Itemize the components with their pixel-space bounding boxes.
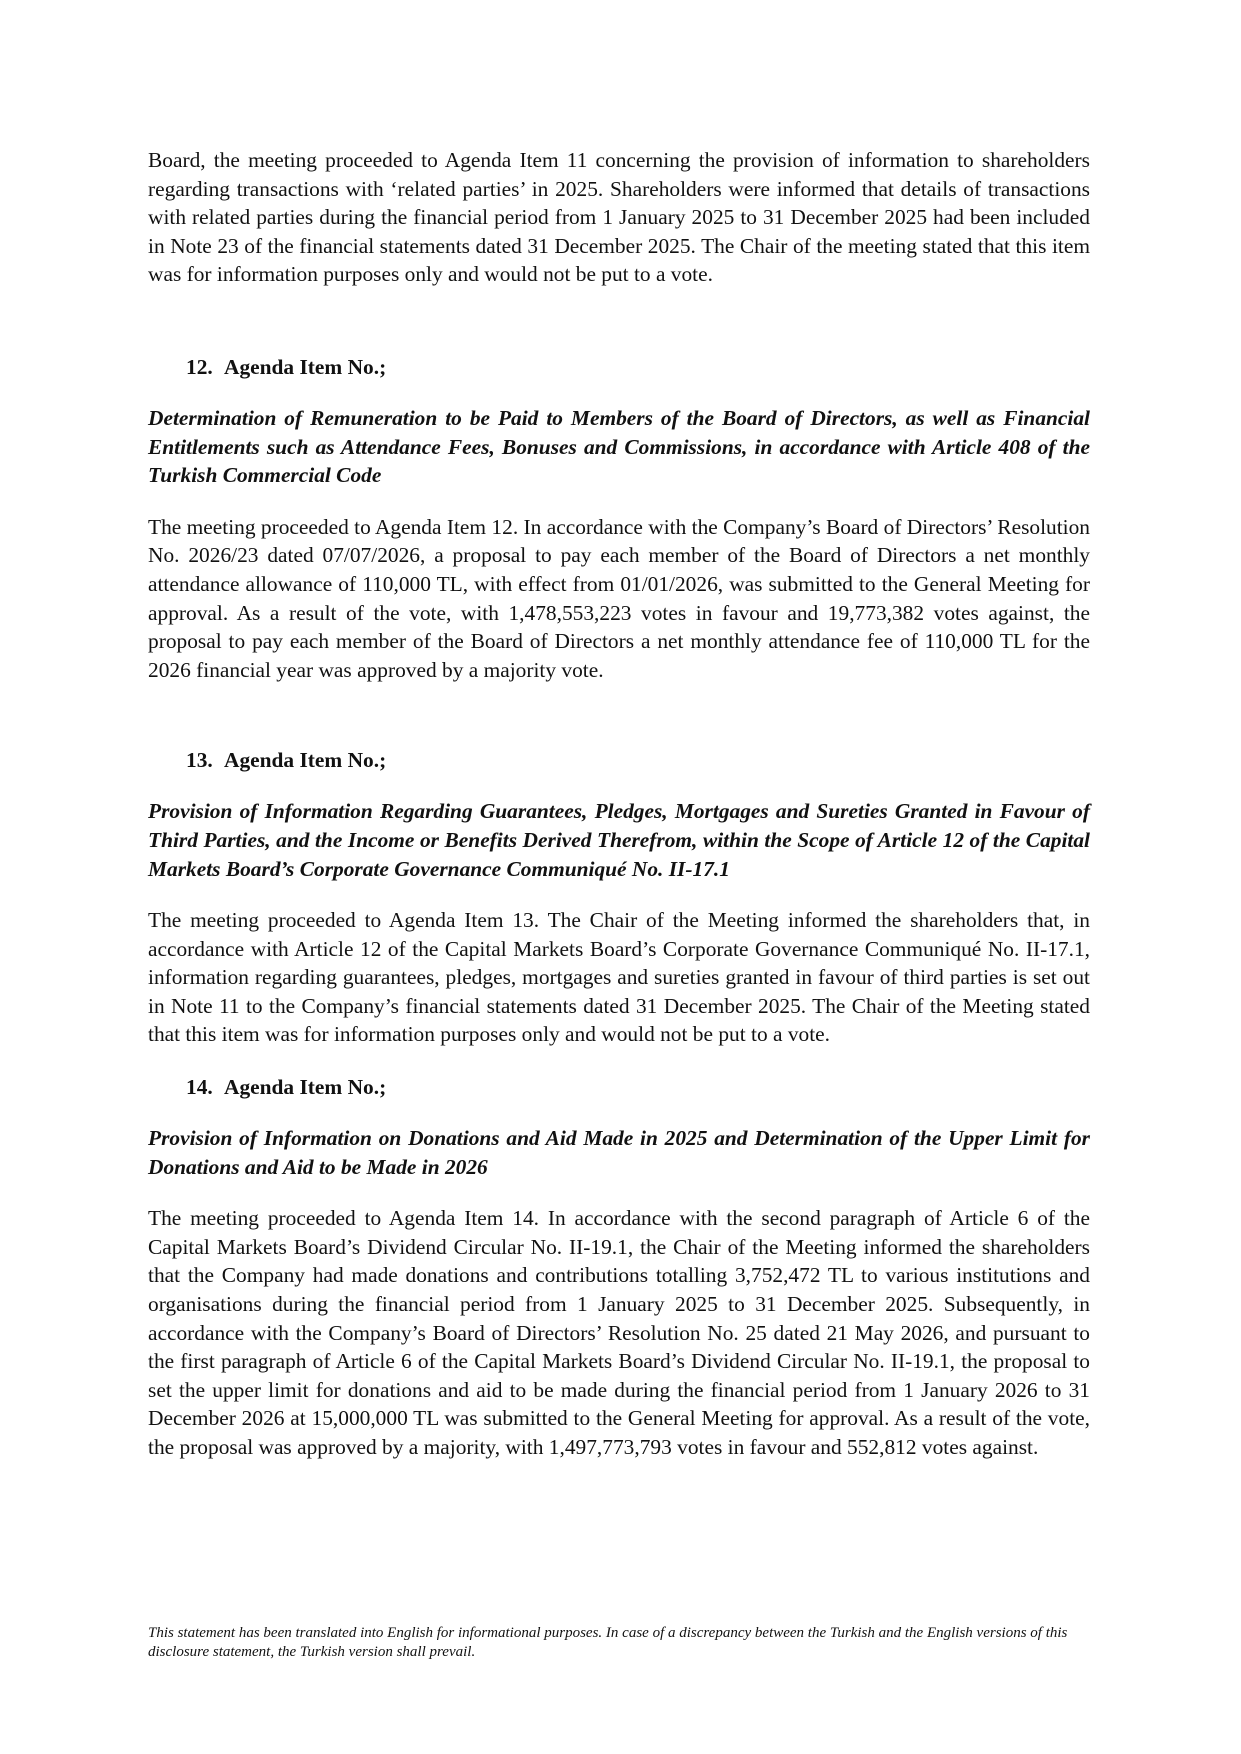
agenda-item-number: 14.: [186, 1075, 213, 1100]
agenda-item-body: The meeting proceeded to Agenda Item 14. In accordance with the second paragraph of Article 6 of the Capital Markets Board’s Dividend Circular No. II-19.1, the Chair of the Meeting informed the shareholders that the Company had made donations and contributions totalling 3,752,472 TL to various institutions and organisations during the financial period from 1 January 2025 to 31 December 2025. Subsequently, in accordance with the Company’s Board of Directors’ Resolution No. 25 dated 21 May 2026, and pursuant to the first paragraph of Article 6 of the Capital Markets Board’s Dividend Circular No. II-19.1, the proposal to set the upper limit for donations and aid to be made during the financial period from 1 January 2026 to 31 December 2026 at 15,000,000 TL was submitted to the General Meeting for approval. As a result of the vote, the proposal was approved by a majority, with 1,497,773,793 votes in favour and 552,812 votes against.: [148, 1206, 1090, 1459]
agenda-item-13: [148, 746, 1090, 1049]
agenda-item-heading-text: Agenda Item No.;: [224, 748, 387, 773]
intro-paragraph: Board, the meeting proceeded to Agenda Item 11 concerning the provision of information to shareholders regarding transactions with ‘related parties’ in 2025. Shareholders were informed that details of transactions with related parties during the financial period from 1 January 2025 to 31 December 2025 had been included in Note 23 of the financial statements dated 31 December 2025. The Chair of the meeting stated that this item was for information purposes only and would not be put to a vote.: [148, 148, 1090, 287]
agenda-item-subtitle: Provision of Information Regarding Guarantees, Pledges, Mortgages and Sureties Granted in Favour of Third Parties, and the Income or Benefits Derived Therefrom, within the Scope of Article 12 of the Capital Markets Board’s Corporate Governance Communiqué No. II-17.1: [148, 799, 1090, 881]
agenda-item-number: 12.: [186, 354, 213, 379]
agenda-item-heading: [148, 1073, 1090, 1101]
agenda-item-body: The meeting proceeded to Agenda Item 13. The Chair of the Meeting informed the shareholders that, in accordance with Article 12 of the Capital Markets Board’s Corporate Governance Communiqué No. II-17.1, information regarding guarantees, pledges, mortgages and sureties granted in favour of third parties is set out in Note 11 to the Company’s financial statements dated 31 December 2025. The Chair of the Meeting stated that this item was for information purposes only and would not be put to a vote.: [148, 908, 1090, 1047]
agenda-item-heading-text: Agenda Item No.;: [224, 354, 387, 379]
agenda-item-number: 13.: [186, 748, 213, 773]
agenda-item-14: [148, 1073, 1090, 1462]
agenda-item-heading: [148, 353, 1090, 381]
agenda-item-body: The meeting proceeded to Agenda Item 12. In accordance with the Company’s Board of Directors’ Resolution No. 2026/23 dated 07/07/2026, a proposal to pay each member of the Board of Directors a net monthly attendance allowance of 110,000 TL, with effect from 01/01/2026, was submitted to the General Meeting for approval. As a result of the vote, with 1,478,553,223 votes in favour and 19,773,382 votes against, the proposal to pay each member of the Board of Directors a net monthly attendance fee of 110,000 TL for the 2026 financial year was approved by a majority vote.: [148, 514, 1090, 682]
agenda-item-subtitle: Determination of Remuneration to be Paid to Members of the Board of Directors, as well as Financial Entitlements such as Attendance Fees, Bonuses and Commissions, in accordance with Article 408 of the Turkish Commercial Code: [148, 405, 1090, 488]
agenda-item-12: [148, 353, 1090, 684]
document-content: [148, 146, 1090, 1462]
agenda-item-subtitle: Provision of Information on Donations and Aid Made in 2025 and Determination of the Upper Limit for Donations and Aid to be Made in 2026: [148, 1126, 1090, 1179]
agenda-item-heading: [148, 746, 1090, 774]
translation-disclaimer-footer: This statement has been translated into English for informational purposes. In case of a discrepancy between the Turkish and the English versions of this disclosure statement, the Turkish version shall prevail.: [148, 1625, 1068, 1660]
agenda-item-heading-text: Agenda Item No.;: [224, 1075, 387, 1100]
